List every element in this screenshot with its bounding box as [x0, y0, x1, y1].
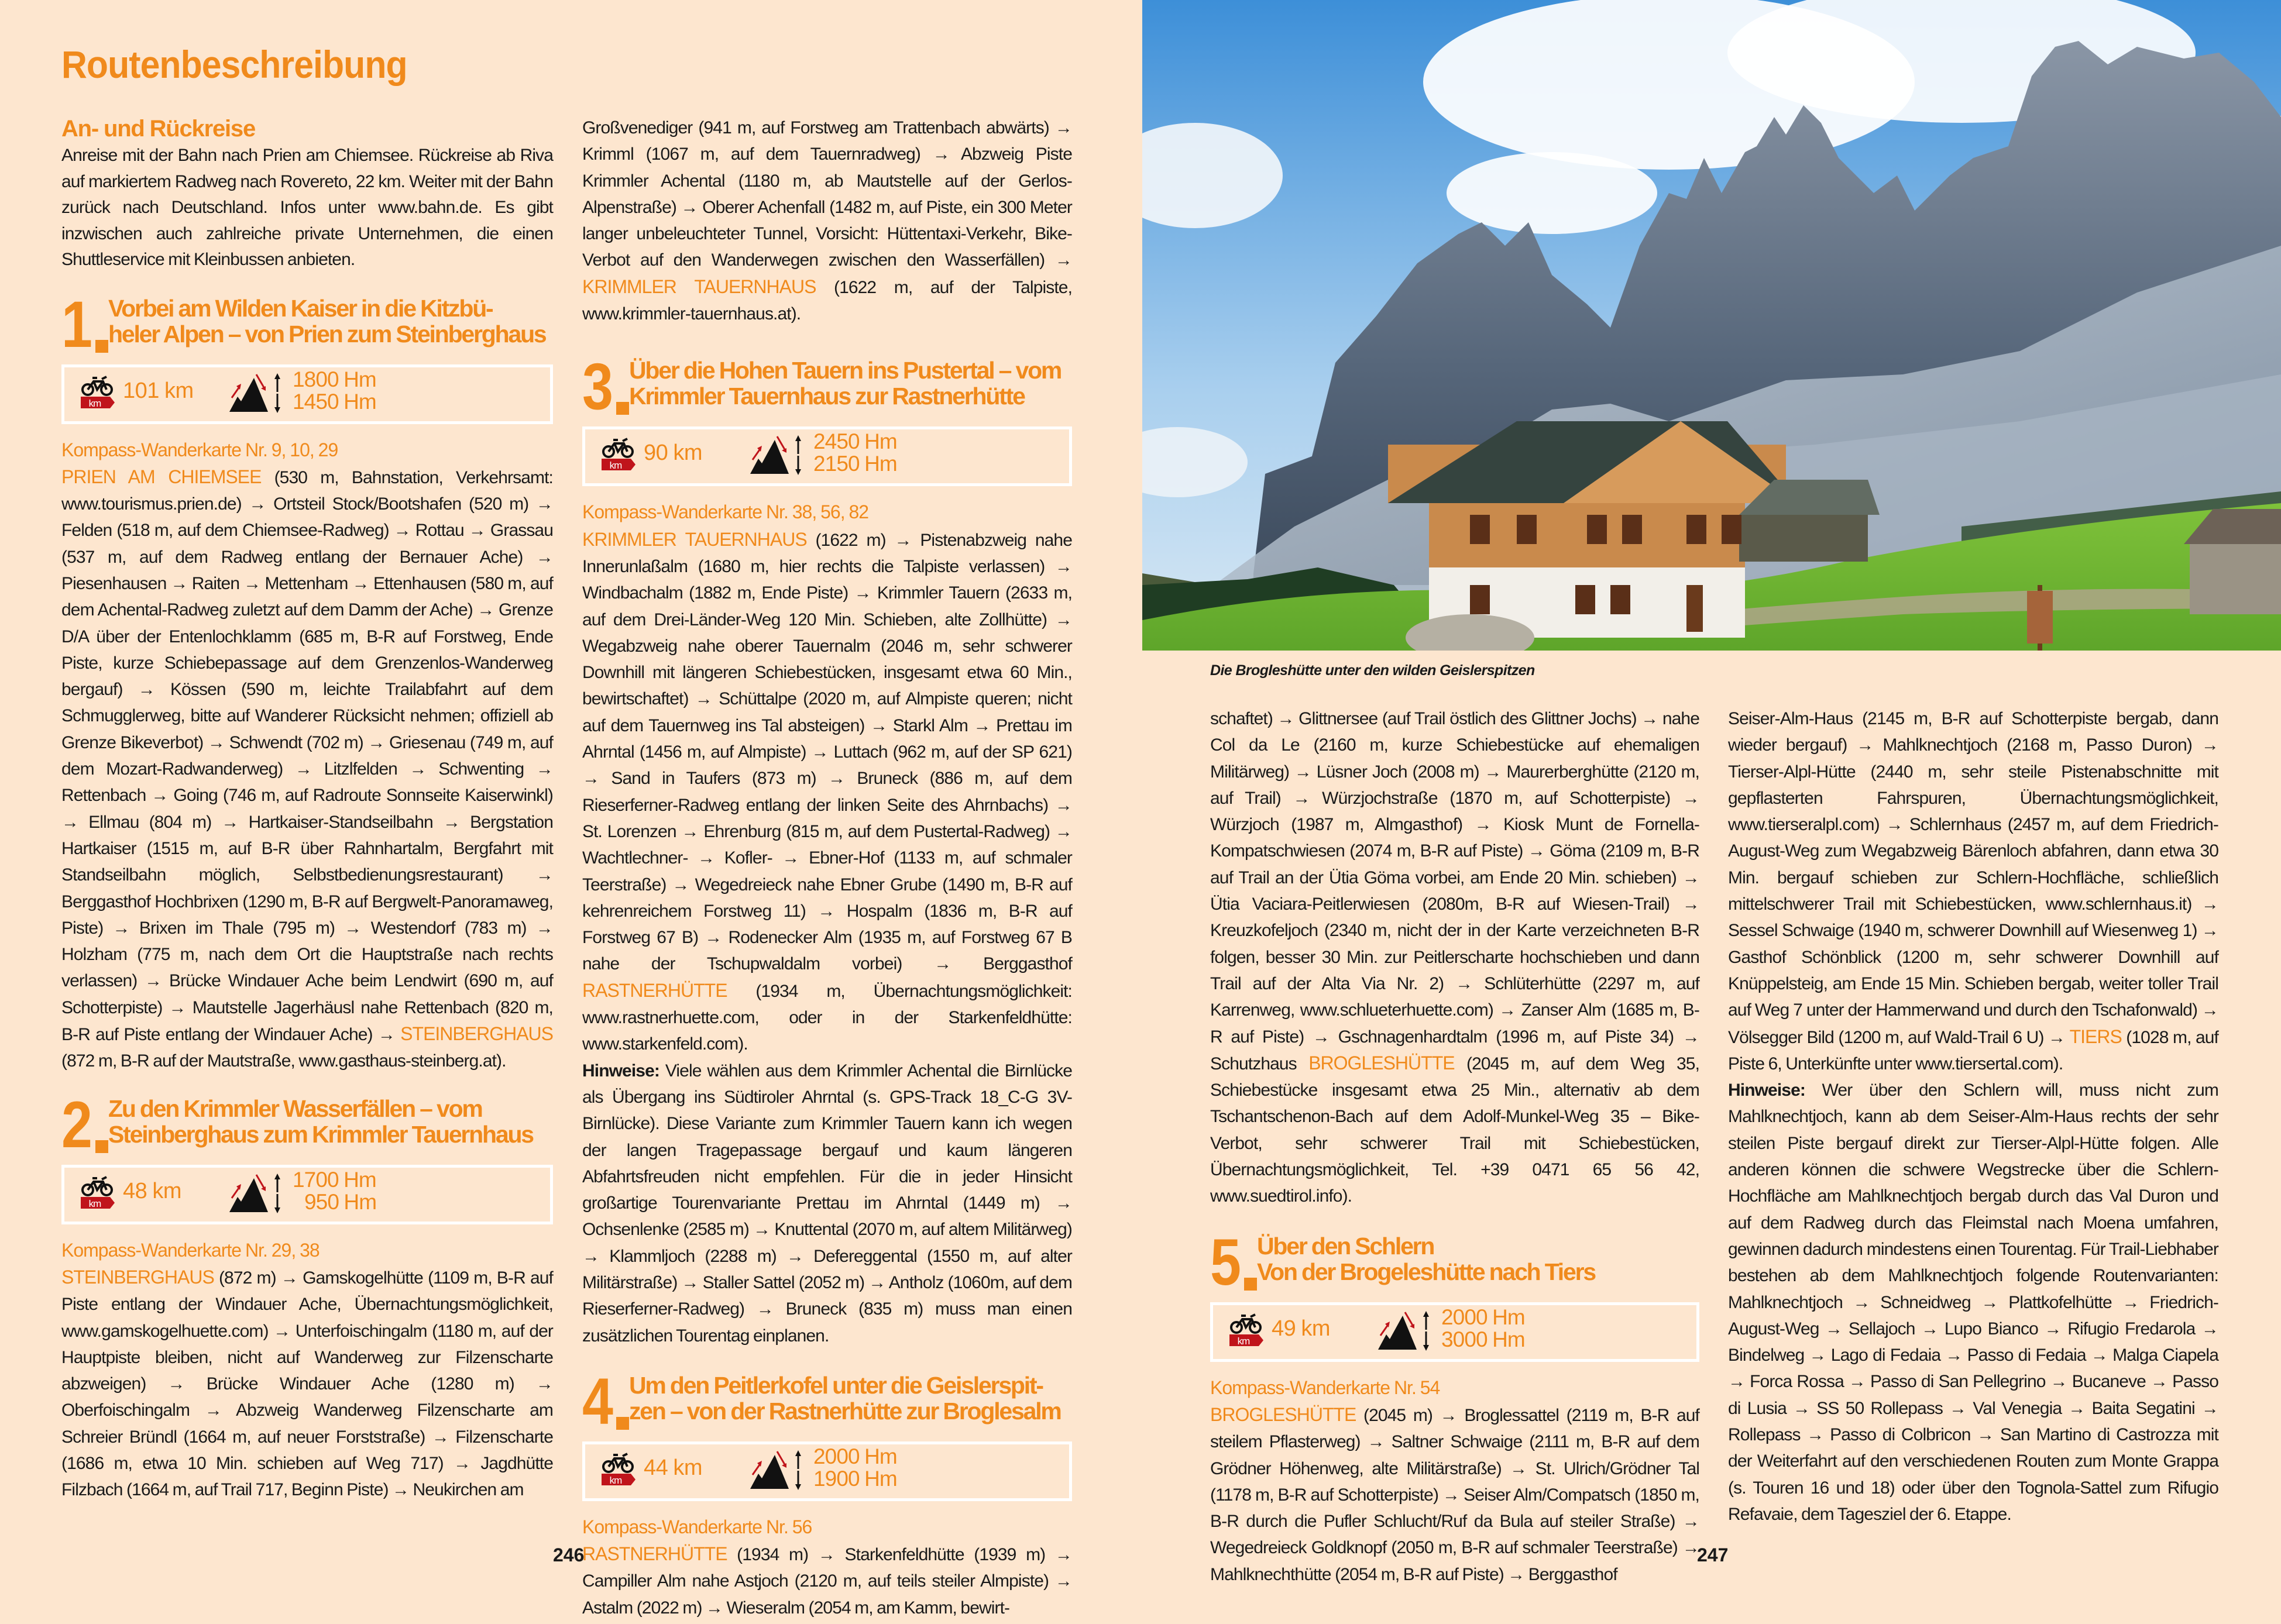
route-number-dot [95, 1140, 108, 1153]
mountain-up-down-icon [1378, 1311, 1431, 1351]
route-5-notes: Hinweise: Wer über den Schlern will, muss nicht zum Mahlknechtjoch, kann ab dem Seiser-Alm-Haus rechts der sehr steilen Piste bergauf direkt zur Tierser-Alpl-Hütte folgen. Alle anderen können die schwere Wegstrecke über die Schlern-Hochfläche am Mahlknechtjoch bergab durch das Val Duron und auf dem Radweg durch das Fleimstal nach Moena umfahren, gewinnen dadurch mindestens einen Tourentag. Für Trail-Liebhaber bestehen ab dem Mahlknechtjoch folgende Routenvarianten: Mahlknechtjoch → Schneidweg → Plattkofelhütte → Friedrich-August-Weg → Sellajoch → Lupo Bianco → Rifugio Fredarola → Bindelweg → Lago di Fedaia → Passo di Fedaia → Malga Ciapela → Forca Rossa → Passo di San Pellegrino → Bucaneve → Passo di Lusia → SS 50 Rollepass → Val Venegia → Baita Segatini → Rollepass → Passo di Colbricon → San Martino di Castrozza mit der Weiterfahrt auf den verschiedenen Routen zum Monte Grappa (s. Touren 16 und 18) oder über den Tognola-Sattel zum Rifugio Refavaie, dem Tagesziel der 6. Etappe. [1728, 1081, 2218, 1524]
route-2-description-part2: Großvenediger (941 m, auf Forstweg am Trattenbach abwärts) → Krimml (1067 m, auf dem Tauernradweg) → Abzweig Piste Krimmler Achental (1180 m, ab Mautstelle auf der Gerlos-Alpenstraße) → Oberer Achenfall (1482 m, auf Piste, ein 300 Meter langer unbeleuchteter Tunnel, Vorsicht: Hüttentaxi-Verkehr, Bike-Verbot auf den Wanderwegen zwischen den Wasserfällen) → KRIMMLER TAUERNHAUS (1622 m, auf der Talpiste, www.krimmler-tauernhaus.at). [582, 118, 1073, 324]
notes-label: Hinweise: [582, 1061, 659, 1081]
route-title: Vorbei am Wilden Kaiser in die Kitzbü- heler Alpen – von Prien zum Steinberghaus [108, 294, 546, 347]
map-reference: Kompass-Wanderkarte Nr. 29, 38 [61, 1239, 320, 1261]
ascent-value: 2000 Hm [1441, 1305, 1525, 1329]
distance-value: 48 km [123, 1178, 181, 1203]
route-5-description-part1: Kompass-Wanderkarte Nr. 54 BROGLESHÜTTE (2045 m) → Broglessattel (2119 m, B-R auf steilem Pflasterweg) → Saltner Schwaige (2111 m, B-R auf dem Grödner Höhenweg, alte Militärstraße) → St. Ulrich/Grödner Tal (1178 m, B-R auf Schotterpiste) → Seiser Alm/Compatsch (1850 m, B-R durch die Pufler Schlucht/Ruf da Bula auf steiler Straße) → Wegedreieck Goldknopf (2050 m, B-R auf schmaler Teerstraße) → Mahlknechthütte (2054 m, B-R auf Piste) → Berggasthof [1210, 1377, 1699, 1584]
photo-caption: Die Brogleshütte unter den wilden Geislerspitzen [1210, 662, 1535, 679]
route-1-description: Kompass-Wanderkarte Nr. 9, 10, 29 PRIEN AM CHIEMSEE (530 m, Bahnstation, Verkehrsamt: www.tourismus.prien.de) → Ortsteil Stock/Bootshafen (520 m) → Felden (518 m, auf dem Chiemsee-Radweg) → Rottau → Grassau (537 m, auf dem Radweg entlang der Bernauer Ache) → Piesenhausen → Raiten → Mettenham → Ettenhausen (580 m, auf dem Achental-Radweg zuletzt auf dem Damm der Ache) → Grenze D/A über der Entenlochklamm (685 m, B-R auf Forstweg, Ende Piste, kurze Schiebepassage auf dem Grenzenlos-Wanderweg bergauf) → Kössen (590 m, leichte Trailabfahrt auf dem Schmugglerweg, bitte auf Wanderer Rücksicht nehmen; offiziell ab Grenze Bikeverbot) → Schwendt (702 m) → Griesenau (749 m, auf dem Mozart-Radwanderweg) → Litzlfelden → Schwenting → Rettenbach → Going (746 m, auf Radroute Sonnseite Kaiserwinkl) → Ellmau (804 m) → Hartkaiser-Standseilbahn → Bergstation Hartkaiser (1515 m, auf B-R über Rahnhartalm, Bergfahrt mit Standseilbahn möglich, Selbstbedienungsrestaurant) → Berggasthof Hochbrixen (1290 m, B-R auf Bergwelt-Panoramaweg, Piste) → Brixen im Thale (795 m) → Westendorf (783 m) → Holzham (775 m, nach dem Ort die Hauptstraße nach rechts verlassen) → Brücke Windauer Ache beim Lendwirt (690 m, auf Schotterpiste) → Mautstelle Jagerhäusl nahe Rettenbach (820 m, B-R auf Piste entlang der Windauer Ache) → STEINBERGHAUS (872 m, B-R auf der Mautstraße, www.gasthaus-steinberg.at). [61, 439, 553, 1071]
descent-value: 950 Hm [304, 1189, 377, 1214]
distance-value: 90 km [644, 441, 702, 466]
route-number-dot [1244, 1278, 1257, 1291]
route-number-dot [616, 1417, 629, 1430]
route-title: Um den Peitlerkofel unter die Geislerspit- zen – von der Rastnerhütte zur Broglesalm [629, 1371, 1061, 1425]
mountain-up-down-icon [750, 1450, 803, 1490]
route-4-description-part1: Kompass-Wanderkarte Nr. 56 RASTNERHÜTTE (1934 m) → Starkenfeldhütte (1939 m) → Campiller Alm nahe Astjoch (2120 m, auf teils steiler Almpiste) → Astalm (2022 m) → Wieseralm (2054 m, am Kamm, bewirt- [582, 1516, 1072, 1618]
route-2-description-part1: Kompass-Wanderkarte Nr. 29, 38 STEINBERGHAUS (872 m) → Gamskogelhütte (1109 m, B-R auf Piste entlang der Windauer Ache, Übernachtungsmöglichkeit, www.gamskogelhuette.com) → Unterfoischingalm (1180 m, auf der Hauptpiste bleiben, nicht auf Wanderweg zur Filzenscharte abzweigen) → Brücke Windauer Ache (1280 m) → Oberfoischingalm → Abzweig Wanderweg Filzenscharte am Schreier Bründl (1664 m, auf neuer Forststraße) → Filzenscharte (1686 m, etwa 10 Min. schieben auf Weg 717) → Jagdhütte Filzbach (1664 m, auf Trail 717, Beginn Piste) → Neukirchen am [61, 1239, 553, 1500]
page-title: Routenbeschreibung [61, 43, 407, 86]
route-title: Über die Hohen Tauern ins Pustertal – vom Krimmler Tauernhaus zur Rastnerhütte [629, 357, 1062, 410]
descent-value: 1900 Hm [813, 1466, 897, 1491]
start-location: PRIEN AM CHIEMSEE [61, 466, 262, 487]
map-reference: Kompass-Wanderkarte Nr. 56 [582, 1516, 812, 1537]
route-3-description: Kompass-Wanderkarte Nr. 38, 56, 82 KRIMMLER TAUERNHAUS (1622 m) → Pistenabzweig nahe Innerunlaßalm (1680 m, hier rechts die Talpiste verlassen) → Windbachalm (1882 m, Ende Piste) → Krimmler Tauern (2633 m, auf dem Drei-Länder-Weg 120 Min. Schieben, alte Zollhütte) → Wegabzweig nahe oberer Tauernalm (2046 m, sehr schwerer Downhill mit längeren Schiebestücken, insgesamt etwa 60 Min., bewirtschaftet) → Schüttalpe (2020 m, auf Almpiste queren; nicht auf dem Tauernweg ins Tal absteigen) → Starkl Alm → Prettau im Ahrntal (1456 m, auf Almpiste) → Luttach (962 m, auf der SP 621) → Sand in Taufers (873 m) → Bruneck (886 m, auf dem Rieserferner-Radweg entlang der linken Seite des Ahrnbachs) → St. Lorenzen → Ehrenburg (815 m, auf dem Pustertal-Radweg) → Wachtlechner- → Kofler- → Ebner-Hof (1133 m, auf schmaler Teerstraße) → Wegedreieck nahe Ebner Grube (1490 m, B-R auf kehrenreichem Forstweg 11) → Hospalm (1836 m, B-R auf Forstweg 67 B) → Rodenecker Alm (1935 m, auf Forstweg 67 B nahe der Tschupwaldalm vorbei) → Berggasthof RASTNERHÜTTE (1934 m, Übernachtungsmöglichkeit: www.rastnerhuette.com, oder in der Starkenfeldhütte: www.starkenfeld.com). [582, 501, 1072, 1054]
bicycle-km-icon [81, 1175, 115, 1212]
route-5-stats-box [1210, 1302, 1699, 1362]
photo-brogleshuette [1142, 0, 2281, 651]
route-number: 3 [582, 350, 612, 424]
arrival-text: Anreise mit der Bahn nach Prien am Chiemsee. Rückreise ab Riva auf markiertem Radweg nach Rovereto, 22 km. Weiter mit der Bahn zurück nach Deutschland. Infos unter www.bahn.de. Es gibt inzwischen auch zahlreiche private Unternehmen, die einen Shuttleservice mit Kleinbussen anbieten. [61, 146, 553, 269]
route-number-dot [616, 402, 629, 415]
route-number: 1 [61, 287, 91, 361]
distance-value: 49 km [1272, 1316, 1330, 1341]
start-location: RASTNERHÜTTE [582, 1543, 727, 1565]
mountain-up-down-icon [229, 1174, 282, 1213]
svg-text:km: km [1237, 1335, 1250, 1347]
start-location: STEINBERGHAUS [61, 1266, 214, 1288]
route-2-heading [61, 1088, 553, 1161]
map-reference: Kompass-Wanderkarte Nr. 54 [1210, 1377, 1440, 1398]
route-number: 2 [61, 1088, 91, 1161]
descent-value: 1450 Hm [293, 389, 376, 414]
mountain-hut-photo [1142, 0, 2281, 651]
route-number: 5 [1210, 1225, 1239, 1299]
route-3-stats-box [582, 426, 1072, 486]
end-location: BROGLESHÜTTE [1308, 1052, 1455, 1074]
bicycle-km-icon [602, 436, 635, 474]
route-number-dot [95, 340, 108, 353]
ascent-value: 2450 Hm [813, 429, 897, 454]
route-title: Zu den Krimmler Wasserfällen – vom Steinberghaus zum Krimmler Tauernhaus [108, 1095, 533, 1148]
column-3 [1210, 706, 1699, 1588]
map-reference: Kompass-Wanderkarte Nr. 38, 56, 82 [582, 501, 869, 523]
route-title: Über den Schlern Von der Brogeleshütte nach Tiers [1257, 1232, 1595, 1285]
mountain-up-down-icon [750, 435, 803, 475]
route-3-heading [582, 350, 1072, 424]
map-reference: Kompass-Wanderkarte Nr. 9, 10, 29 [61, 439, 338, 460]
bicycle-km-icon [1229, 1312, 1263, 1350]
descent-value: 2150 Hm [813, 452, 897, 476]
end-location: RASTNERHÜTTE [582, 979, 727, 1001]
distance-value: 101 km [123, 378, 194, 403]
page-number-left: 246 [553, 1544, 585, 1565]
column-1 [61, 115, 553, 1503]
route-4-stats-box [582, 1441, 1072, 1501]
route-1-stats-box [61, 364, 553, 424]
route-1-heading [61, 287, 553, 361]
page-number-right: 247 [1697, 1544, 1729, 1565]
route-5-heading [1210, 1225, 1699, 1299]
distance-value: 44 km [644, 1455, 702, 1480]
column-2 [582, 115, 1072, 1621]
arrival-heading: An- und Rückreise [61, 116, 255, 142]
end-location: KRIMMLER TAUERNHAUS [582, 276, 816, 297]
end-location: STEINBERGHAUS [400, 1023, 553, 1045]
ascent-value: 1700 Hm [293, 1167, 376, 1192]
svg-text:km: km [88, 397, 101, 409]
route-4-heading [582, 1364, 1072, 1438]
svg-text:km: km [609, 1474, 622, 1486]
notes-label: Hinweise: [1728, 1081, 1805, 1100]
route-3-notes: Hinweise: Viele wählen aus dem Krimmler Achental die Birnlücke als Übergang ins Südtiroler Ahrntal (s. GPS-Track 18_C-G 3V-Birnlücke). Diese Variante zum Krimmler Tauern kann ich wegen der langen Tragepassage bergauf und kaum längeren Abfahrtsfreuden nicht empfehlen. Für die in jeder Hinsicht großartige Tourenvariante Prettau im Ahrntal (1449 m) → Ochsenlenke (2585 m) → Knuttental (2070 m, auf altem Militärweg) → Klammljoch (2288 m) → Defereggental (1550 m, auf alter Militärstraße) → Staller Sattel (2052 m) → Antholz (1060m, auf dem Rieserferner-Radweg) → Bruneck (835 m) muss man einen zusätzlichen Tourentag einplanen. [582, 1061, 1072, 1346]
route-4-description-part2: schaftet) → Glittnersee (auf Trail östlich des Glittner Jochs) → nahe Col da Le (2160 m, kurze Schiebestücke auf ehemaligen Militärweg) → Lüsner Joch (2008 m) → Maurerberghütte (2120 m, auf Trail) → Würzjochstraße (1870 m, auf Schotterpiste) → Würzjoch (1987 m, Almgasthof) → Kiosk Munt de Fornella-Kompatschwiesen (2074 m, B-R auf Piste) → Göma (2109 m, B-R auf Trail an der Ütia Göma vorbei, am Ende 20 Min. schieben) → Ütia Vaciara-Peitlerwiesen (2080m, B-R auf Wiesen-Trail) → Kreuzkofeljoch (2340 m, nicht der in der Karte verzeichneten B-R folgen, besser 30 Min. zur Peitlerscharte hochschieben und dann Trail auf der Alta Via Nr. 2) → Schlüterhütte (2297 m, auf Karrenweg, www.schlueterhuette.com) → Zanser Alm (1685 m, B-R auf Piste) → Gschnagenhardtalm (1996 m, auf Piste 34) → Schutzhaus BROGLESHÜTTE (2045 m, auf dem Weg 35, Schiebestücke insgesamt etwa 25 Min., alternativ ab dem Tschantschenon-Bach auf dem Adolf-Munkel-Weg 35 – Bike-Verbot, sehr schwerer Trail mit Schiebestücken, Übernachtungsmöglichkeit, Tel. +39 0471 65 56 42, www.suedtirol.info). [1210, 709, 1699, 1206]
route-5-description-part2: Seiser-Alm-Haus (2145 m, B-R auf Schotterpiste bergab, dann wieder bergauf) → Mahlknechtjoch (2168 m, Passo Duron) → Tierser-Alpl-Hütte (2440 m, sehr steile Pistenabschnitte mit gepflasterten Fahrspuren, Übernachtungsmöglichkeit, www.tierseralpl.com) → Schlernhaus (2457 m, auf dem Friedrich-August-Weg zum Wegabzweig Bärenloch abfahren, dann etwa 30 Min. bergauf schieben zur Schlern-Hochfläche, schließlich mittelschwerer Trail mit Schiebestücken, www.schlernhaus.it) → Sessel Schwaige (1940 m, schwerer Downhill auf Wiesenweg 1) → Gasthof Schönblick (1200 m, sehr schwerer Downhill auf Knüppelsteig, am Ende 15 Min. Schieben bergab, weiter toller Trail auf Weg 7 unter der Hammerwand und durch den Tschafonwald) → Völsegger Bild (1200 m, auf Wald-Trail 6 U) → TIERS (1028 m, auf Piste 6, Unterkünfte unter www.tiersertal.com). [1728, 709, 2218, 1074]
ascent-value: 2000 Hm [813, 1444, 897, 1468]
descent-value: 3000 Hm [1441, 1327, 1525, 1351]
route-number: 4 [582, 1364, 612, 1438]
start-location: BROGLESHÜTTE [1210, 1403, 1356, 1425]
svg-text:km: km [609, 460, 622, 472]
mountain-up-down-icon [229, 373, 282, 413]
column-4 [1728, 706, 2218, 1527]
bicycle-km-icon [602, 1451, 635, 1489]
route-2-stats-box [61, 1165, 553, 1224]
start-location: KRIMMLER TAUERNHAUS [582, 528, 807, 550]
bicycle-km-icon [81, 374, 115, 412]
end-location: TIERS [2069, 1026, 2122, 1047]
ascent-value: 1800 Hm [293, 367, 376, 391]
svg-text:km: km [88, 1198, 101, 1209]
